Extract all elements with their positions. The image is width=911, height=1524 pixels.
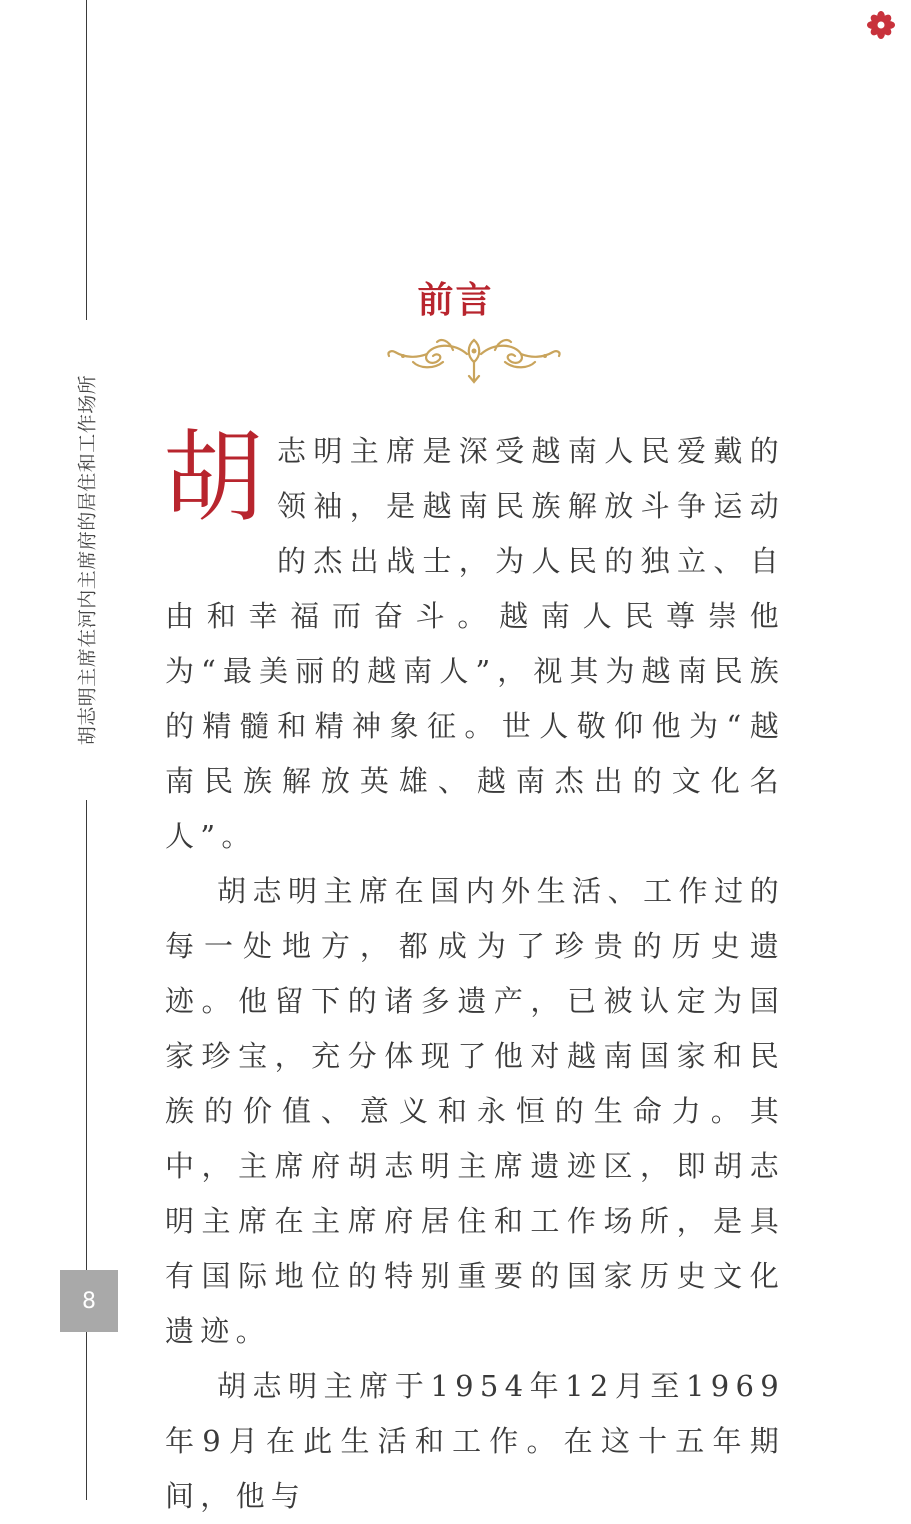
paragraph-1-text: 志明主席是深受越南人民爱戴的领袖，是越南民族解放斗争运动的杰出战士，为人民的独立、自由和幸福而奋斗。越南人民尊崇他为“最美丽的越南人”，视其为越南民族的精髓和精神象征。世人敬仰他为“越南民族解放英雄、越南杰出的文化名人”。 [165,434,785,853]
flourish-ornament-icon [383,332,565,386]
paragraph-1 [163,419,785,864]
preface-body [163,419,785,1524]
page-number: 8 [60,1270,118,1332]
running-title: 胡志明主席在河内主席府的居住和工作场所 [76,374,99,746]
paragraph-3: 胡志明主席于1954年12月至1969年9月在此生活和工作。在这十五年期间，他与 [165,1369,785,1513]
flower-logo-icon [866,10,896,40]
margin-rule-middle [86,800,87,1270]
drop-cap: 胡 [163,419,263,536]
margin-rule-bottom [86,1332,87,1500]
paragraph-2: 胡志明主席在国内外生活、工作过的每一处地方，都成为了珍贵的历史遗迹。他留下的诸多遗产，已被认定为国家珍宝，充分体现了他对越南国家和民族的价值、意义和永恒的生命力。其中，主席府胡志明主席遗迹区，即胡志明主席在主席府居住和工作场所，是具有国际地位的特别重要的国家历史文化遗迹。 [165,874,785,1348]
page-title: 前言 [417,280,494,321]
